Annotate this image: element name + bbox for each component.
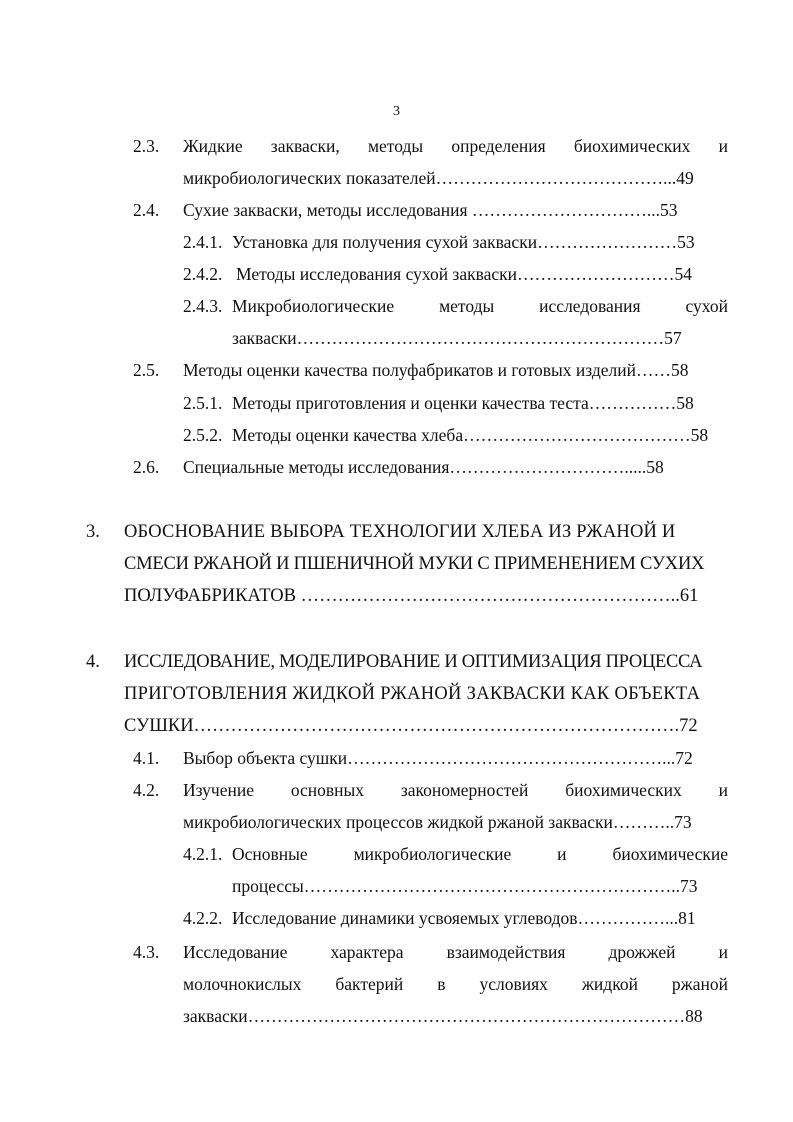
word: дрожжей [608, 942, 676, 962]
word: Изучение [183, 780, 254, 800]
word: в [437, 974, 446, 994]
toc-title-line: СМЕСИ РЖАНОЙ И ПШЕНИЧНОЙ МУКИ С ПРИМЕНЕНИЕМ СУХИХ [124, 554, 705, 574]
toc-number: 4.1. [133, 748, 160, 768]
word: жидкой [581, 974, 638, 994]
toc-number: 4.2. [133, 780, 160, 800]
toc-number: 2.3. [133, 136, 160, 156]
toc-title-line: микробиологических процессов жидкой ржаной закваски………..73 [183, 812, 692, 832]
toc-title: Сухие закваски, методы исследования …………………………...53 [183, 200, 678, 220]
word: молочнокислых [183, 974, 302, 994]
toc-title-line [183, 134, 728, 158]
toc-number: 2.5.2. [183, 425, 223, 445]
toc-title-line [183, 940, 728, 964]
word: сухой [685, 296, 728, 316]
toc-number: 2.4.1. [183, 232, 223, 252]
word: биохимические [612, 844, 728, 864]
word: определения [451, 136, 546, 156]
word: взаимодействия [446, 942, 566, 962]
toc-title-line [183, 972, 728, 996]
toc-number: 4.3. [133, 942, 160, 962]
word: Жидкие [183, 136, 243, 156]
word: микробиологические [353, 844, 512, 864]
toc-number: 3. [86, 522, 100, 542]
word: Исследование [183, 942, 288, 962]
toc-title: Методы оценки качества полуфабрикатов и готовых изделий……58 [183, 360, 689, 380]
toc-number: 4.2.2. [183, 908, 223, 928]
toc-number: 2.4. [133, 200, 160, 220]
toc-title-line: ПОЛУФАБРИКАТОВ ……………………………………………………..61 [124, 586, 699, 606]
toc-number: 2.6. [133, 457, 160, 477]
toc-number: 2.4.3. [183, 296, 223, 316]
word: закваски, [270, 136, 340, 156]
toc-title-line [183, 778, 728, 802]
toc-title-line: ИССЛЕДОВАНИЕ, МОДЕЛИРОВАНИЕ И ОПТИМИЗАЦИЯ ПРОЦЕССА [124, 652, 703, 672]
toc-title: Установка для получения сухой закваски……………………53 [232, 232, 695, 252]
word: и [718, 136, 728, 156]
page-number: 3 [393, 104, 400, 119]
word: и [718, 942, 728, 962]
toc-title-line: СУШКИ…………………………………………………………………….72 [124, 716, 698, 736]
word: основных [290, 780, 365, 800]
word: Основные [232, 844, 308, 864]
toc-title-line: закваски…………………………………………………………………88 [183, 1006, 703, 1026]
toc-title: Выбор объекта сушки………………………………………………...72 [183, 748, 693, 768]
toc-title: Методы оценки качества хлеба…………………………………58 [232, 425, 709, 445]
toc-title: Методы исследования сухой закваски………………………54 [236, 264, 693, 284]
toc-title-line: ОБОСНОВАНИЕ ВЫБОРА ТЕХНОЛОГИИ ХЛЕБА ИЗ РЖАНОЙ И [124, 522, 676, 542]
toc-title-line: ПРИГОТОВЛЕНИЯ ЖИДКОЙ РЖАНОЙ ЗАКВАСКИ КАК ОБЪЕКТА [124, 684, 701, 704]
word: характера [330, 942, 404, 962]
word: методы [367, 136, 424, 156]
word: и [718, 780, 728, 800]
word: биохимических [573, 136, 691, 156]
word: бактерий [335, 974, 404, 994]
toc-number: 2.5.1. [183, 393, 223, 413]
toc-number: 2.4.2. [183, 264, 223, 284]
word: биохимических [565, 780, 682, 800]
word: ржаной [671, 974, 728, 994]
word: методы [439, 296, 495, 316]
toc-number: 2.5. [133, 360, 160, 380]
word: условиях [479, 974, 548, 994]
word: и [557, 844, 567, 864]
word: исследования [539, 296, 641, 316]
toc-title-line [232, 842, 728, 866]
toc-title-line: закваски………………………………………………………57 [232, 328, 682, 348]
toc-title-line [232, 294, 728, 318]
toc-number: 4.2.1. [183, 844, 223, 864]
toc-title-line: микробиологических показателей…………………………………...49 [183, 168, 694, 188]
word: Микробиологические [232, 296, 395, 316]
word: закономерностей [400, 780, 529, 800]
toc-title: Методы приготовления и оценки качества теста……………58 [232, 393, 694, 413]
toc-title: Специальные методы исследования………………………….....58 [183, 457, 664, 477]
toc-number: 4. [86, 652, 100, 672]
toc-title: Исследование динамики усвояемых углеводов……………...81 [232, 908, 696, 928]
toc-title-line: процессы………………………………………………………..73 [232, 876, 698, 896]
